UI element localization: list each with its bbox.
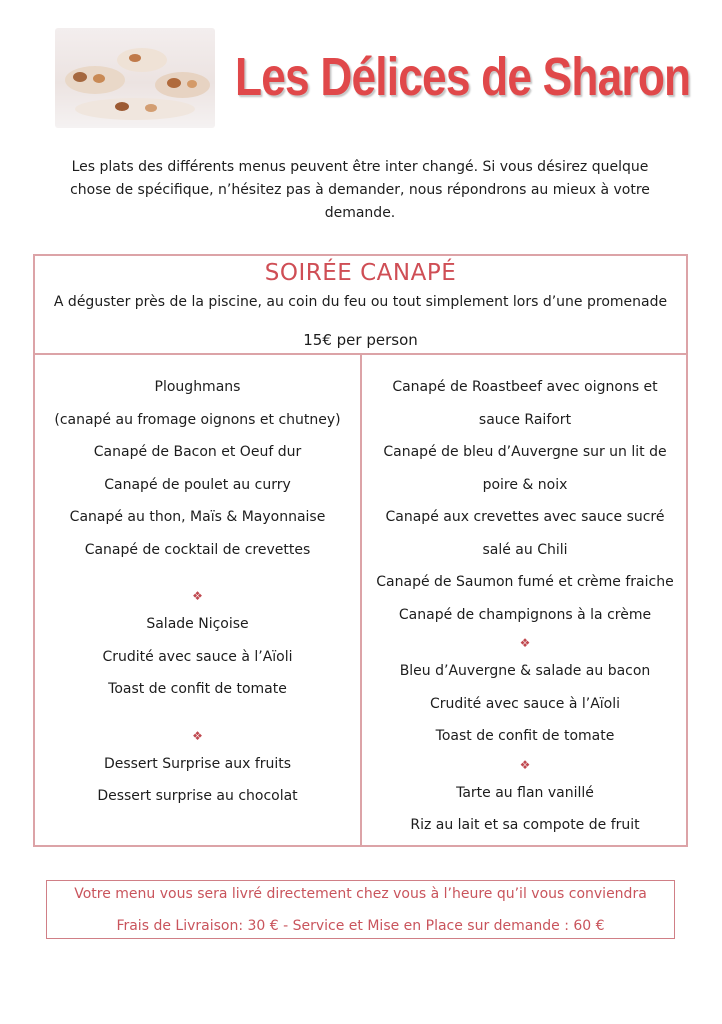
ornament-icon: ❖ [519, 636, 531, 650]
menu-item: Canapé de Bacon et Oeuf dur [93, 444, 302, 460]
menu-item: Dessert Surprise aux fruits [103, 755, 292, 772]
menu-item: Bleu d’Auvergne & salade au bacon [399, 663, 651, 679]
menu-item: Canapé de Roastbeef avec oignons et [392, 379, 658, 395]
ornament-icon: ❖ [519, 757, 531, 772]
menu-item: Canapé aux crevettes avec sauce sucré [385, 509, 665, 525]
menu-item: Canapé de cocktail de crevettes [84, 541, 311, 558]
right-column [362, 371, 688, 842]
menu-item: Canapé au thon, Maïs & Mayonnaise [69, 509, 326, 525]
delivery-note: Votre menu vous sera livré directement chez vous à l’heure qu’il vous conviendra [74, 886, 647, 902]
menu-item: (canapé au fromage oignons et chutney) [54, 411, 341, 428]
menu-item: Tarte au flan vanillé [456, 784, 594, 801]
menu-item: Crudité avec sauce à l’Aïoli [429, 695, 621, 712]
menu-item: Canapé de champignons à la crème [398, 606, 652, 623]
menu-item: poire & noix [482, 476, 568, 493]
menu-item: Ploughmans [154, 379, 241, 395]
brand-logo: Les Délices de Sharon [235, 47, 691, 107]
menu-item: Toast de confit de tomate [108, 681, 287, 697]
menu-price: 15€ per person [303, 331, 418, 349]
menu-item: Crudité avec sauce à l’Aïoli [102, 648, 293, 665]
delivery-info-box [46, 880, 675, 939]
menu-item: Canapé de Saumon fumé et crème fraiche [376, 574, 674, 590]
delivery-fees: Frais de Livraison: 30 € - Service et Mise en Place sur demande : 60 € [116, 918, 605, 934]
menu-subtitle: A déguster près de la piscine, au coin du feu ou tout simplement lors d’une promenade [53, 294, 668, 310]
menu-item: Canapé de poulet au curry [104, 476, 291, 493]
menu-item: Salade Niçoise [146, 616, 249, 632]
menu-item: sauce Raifort [478, 411, 572, 428]
menu-title: SOIRÉE CANAPÉ [264, 260, 457, 286]
header [55, 28, 691, 138]
menu-item: Riz au lait et sa compote de fruit [410, 817, 640, 833]
menu-item: Canapé de bleu d’Auvergne sur un lit de [383, 444, 667, 460]
menu-item: Dessert surprise au chocolat [97, 788, 298, 804]
menu-header [35, 256, 686, 355]
menu-item: Toast de confit de tomate [435, 728, 615, 744]
ornament-icon: ❖ [192, 589, 203, 603]
pastry-tray-photo [55, 28, 215, 128]
ornament-icon: ❖ [192, 728, 203, 743]
left-column [35, 371, 360, 813]
intro-text: Les plats des différents menus peuvent être inter changé. Si vous désirez quelque chose de spécifique, n’hésitez pas à demander, nous répondrons au mieux à votre demande. [70, 159, 650, 221]
menu-item: salé au Chili [482, 541, 568, 558]
menu-box [33, 254, 688, 847]
